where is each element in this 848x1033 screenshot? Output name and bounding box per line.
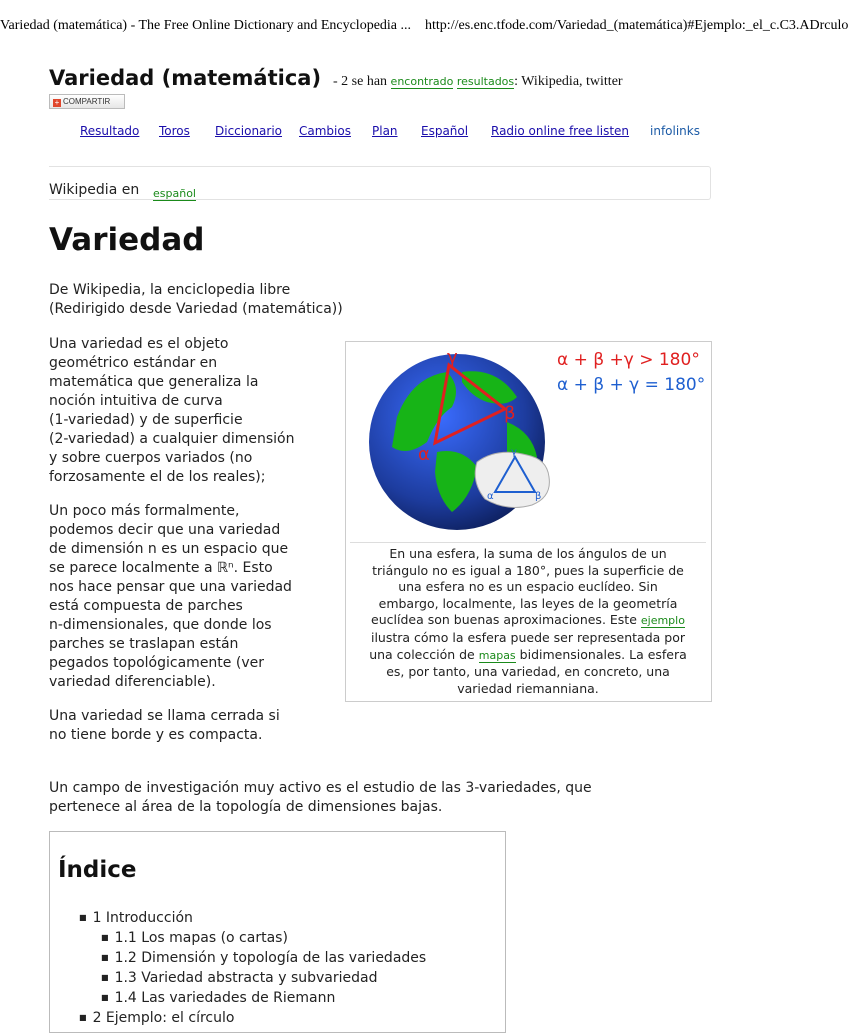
paragraph-formal [49, 502, 339, 692]
figure-box [345, 341, 712, 702]
paragraph-intro [49, 335, 339, 487]
paragraph-research [49, 779, 709, 817]
link-espanol[interactable]: español [153, 187, 196, 200]
text-line: no tiene borde y es compacta. [49, 727, 263, 743]
text-line: (1-variedad) y de superficie [49, 412, 243, 428]
text-line: Un poco más formalmente, [49, 503, 240, 519]
text-line: está compuesta de parches [49, 598, 243, 614]
sphere-triangle-image [367, 347, 717, 537]
caption-text: euclídea son buenas aproximaciones. Este [371, 612, 637, 628]
link-resultados[interactable]: resultados [456, 75, 515, 88]
text-line: pertenece al área de la topología de dimensiones bajas. [49, 799, 443, 815]
caption-line: es, por tanto, una variedad, en concreto, una [386, 664, 670, 680]
toc-list [79, 908, 426, 1028]
gamma-label: γ [447, 347, 458, 368]
text-line: n-dimensionales, que donde los [49, 617, 272, 633]
infolinks-logo[interactable]: infolinks [650, 124, 700, 138]
text-line: variedad diferenciable). [49, 674, 216, 690]
toc-item[interactable]: ■ 1.1 Los mapas (o cartas) [101, 928, 426, 948]
caption-line: ilustra cómo la esfera puede ser representada por [370, 629, 686, 645]
figure-caption [350, 542, 706, 697]
wikipedia-language-box [49, 166, 711, 200]
caption-line: triángulo no es igual a 180°, pues la superficie de [372, 562, 684, 578]
text-line: Un campo de investigación muy activo es el estudio de las 3-variedades, que [49, 780, 592, 796]
link-encontrado[interactable]: encontrado [390, 75, 454, 88]
inset-gamma-label: γ [511, 447, 517, 458]
beta-label: β [504, 403, 516, 424]
nav-radio[interactable]: Radio online free listen [491, 124, 630, 138]
nav-plan[interactable]: Plan [372, 124, 398, 138]
equation-greater: α + β +γ > 180° [557, 350, 700, 370]
toc-title: Índice [58, 857, 137, 883]
wikipedia-label: Wikipedia en [49, 182, 140, 198]
nav-espanol[interactable]: Español [421, 124, 469, 138]
text-line: Una variedad es el objeto [49, 336, 229, 352]
text-line: (2-variedad) a cualquier dimensión [49, 431, 295, 447]
nav-diccionario[interactable]: Diccionario [215, 124, 283, 138]
from-line: De Wikipedia, la enciclopedia libre [49, 282, 291, 298]
inset-alpha-label: α [487, 491, 494, 502]
toc-item[interactable]: ■ 1.3 Variedad abstracta y subvariedad [101, 968, 426, 988]
toc-item[interactable]: ■ 1.4 Las variedades de Riemann [101, 988, 426, 1008]
site-title: Variedad (matemática) [49, 66, 322, 90]
site-sub-suffix: : Wikipedia, twitter [514, 74, 623, 89]
nav-toros[interactable]: Toros [159, 124, 190, 138]
inset-beta-label: β [535, 491, 542, 502]
share-button[interactable] [49, 94, 125, 109]
site-subtitle [333, 74, 623, 90]
pdf-header-url: http://es.enc.tfode.com/Variedad_(matemática)#Ejemplo:_el_c.C3.ADrculo [425, 18, 848, 33]
table-of-contents [49, 831, 506, 1033]
nav-cambios[interactable]: Cambios [299, 124, 351, 138]
share-label: COMPARTIR [63, 97, 111, 106]
text-line: nos hace pensar que una variedad [49, 579, 292, 595]
toc-item[interactable]: ■ 2 Ejemplo: el círculo [79, 1008, 426, 1028]
text-line: podemos decir que una variedad [49, 522, 281, 538]
redirect-line: (Redirigido desde Variedad (matemática)) [49, 301, 343, 317]
text-line: noción intuitiva de curva [49, 393, 223, 409]
text-line: se parece localmente a ℝⁿ. Esto [49, 560, 273, 576]
text-line: de dimensión n es un espacio que [49, 541, 289, 557]
caption-line: una esfera no es un espacio euclídeo. Sin [398, 579, 658, 595]
pdf-header-title: Variedad (matemática) - The Free Online Dictionary and Encyclopedia ... [0, 18, 412, 33]
caption-text: una colección de [369, 646, 475, 662]
caption-line [350, 647, 706, 665]
toc-item[interactable]: ■ 1 Introducción [79, 908, 426, 928]
link-ejemplo[interactable]: ejemplo [640, 614, 685, 628]
site-sub-prefix: - 2 se han [333, 74, 388, 89]
alpha-label: α [418, 444, 430, 465]
caption-line [350, 612, 706, 630]
caption-line: variedad riemanniana. [457, 680, 599, 696]
plus-icon: + [54, 98, 60, 107]
link-mapas[interactable]: mapas [478, 648, 516, 662]
caption-text: bidimensionales. La esfera [519, 646, 687, 662]
text-line: parches se traslapan están [49, 636, 239, 652]
toc-item[interactable]: ■ 1.2 Dimensión y topología de las variedades [101, 948, 426, 968]
article-title: Variedad [49, 222, 205, 258]
text-line: y sobre cuerpos variados (no [49, 450, 253, 466]
nav-resultado[interactable]: Resultado [80, 124, 140, 138]
caption-line: En una esfera, la suma de los ángulos de un [389, 546, 667, 561]
caption-line: embargo, localmente, las leyes de la geometría [378, 595, 678, 611]
equation-equal: α + β + γ = 180° [557, 375, 706, 395]
text-line: pegados topológicamente (ver [49, 655, 264, 671]
pdf-header [0, 18, 848, 34]
paragraph-closed [49, 707, 339, 745]
text-line: geométrico estándar en [49, 355, 218, 371]
text-line: forzosamente el de los reales); [49, 469, 266, 485]
text-line: Una variedad se llama cerrada si [49, 708, 280, 724]
text-line: matemática que generaliza la [49, 374, 259, 390]
